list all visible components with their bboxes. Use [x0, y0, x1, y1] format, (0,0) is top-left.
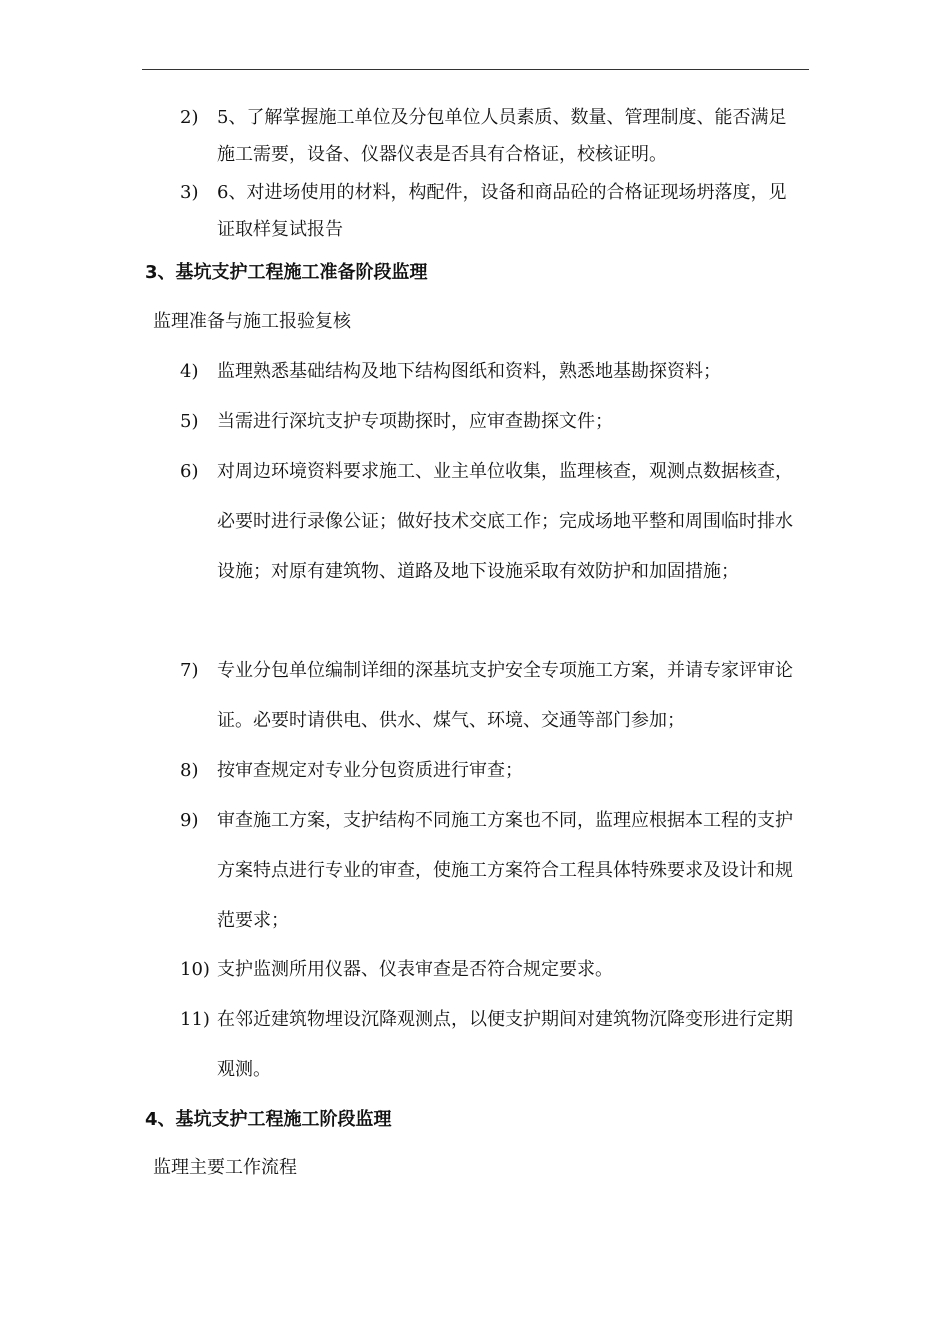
list-item [180, 397, 810, 447]
list-item-text: 5、了解掌握施工单位及分包单位人员素质、数量、管理制度、能否满足施工需要，设备、仪器仪表是否具有合格证，校核证明。 [217, 107, 787, 165]
list-item-number: 10) [180, 959, 210, 980]
list-item-text: 监理熟悉基础结构及地下结构图纸和资料，熟悉地基勘探资料； [217, 361, 721, 382]
list-item [180, 995, 810, 1095]
list-item [180, 945, 810, 995]
section-subtitle: 监理准备与施工报验复核 [153, 311, 351, 332]
list-item [180, 347, 810, 397]
section-heading: 4、基坑支护工程施工阶段监理 [145, 1109, 392, 1130]
list-item-number: 7) [180, 660, 199, 681]
list-item-text: 6、对进场使用的材料，构配件，设备和商品砼的合格证现场坍落度，见证取样复试报告 [217, 182, 787, 240]
list-item-number: 4) [180, 361, 199, 382]
list-item [180, 646, 810, 746]
list-item-number: 8) [180, 760, 199, 781]
list-item-text: 当需进行深坑支护专项勘探时，应审查勘探文件； [217, 411, 613, 432]
list-item-number: 6) [180, 461, 199, 482]
list-item-text: 按审查规定对专业分包资质进行审查； [217, 760, 523, 781]
list-item-number: 9) [180, 810, 199, 831]
list-item [180, 447, 810, 597]
section-heading: 3、基坑支护工程施工准备阶段监理 [145, 262, 428, 283]
list-item [180, 99, 810, 173]
list-item [180, 796, 810, 946]
list-item [180, 746, 810, 796]
list-item-number: 2) [180, 107, 199, 128]
list-item-text: 对周边环境资料要求施工、业主单位收集，监理核查，观测点数据核查，必要时进行录像公证；做好技术交底工作；完成场地平整和周围临时排水设施；对原有建筑物、道路及地下设施采取有效防护和加固措施； [217, 461, 793, 582]
header-rule [142, 69, 809, 70]
list-item [180, 174, 810, 248]
list-item-text: 在邻近建筑物埋设沉降观测点，以便支护期间对建筑物沉降变形进行定期观测。 [217, 1009, 793, 1080]
list-item-text: 支护监测所用仪器、仪表审查是否符合规定要求。 [217, 959, 613, 980]
section-subtitle: 监理主要工作流程 [153, 1157, 297, 1178]
list-item-text: 专业分包单位编制详细的深基坑支护安全专项施工方案，并请专家评审论证。必要时请供电、供水、煤气、环境、交通等部门参加； [217, 660, 793, 731]
list-item-number: 11) [180, 1009, 210, 1030]
list-item-number: 3) [180, 182, 199, 203]
list-item-text: 审查施工方案，支护结构不同施工方案也不同，监理应根据本工程的支护方案特点进行专业的审查，使施工方案符合工程具体特殊要求及设计和规范要求； [217, 810, 793, 931]
list-item-number: 5) [180, 411, 199, 432]
